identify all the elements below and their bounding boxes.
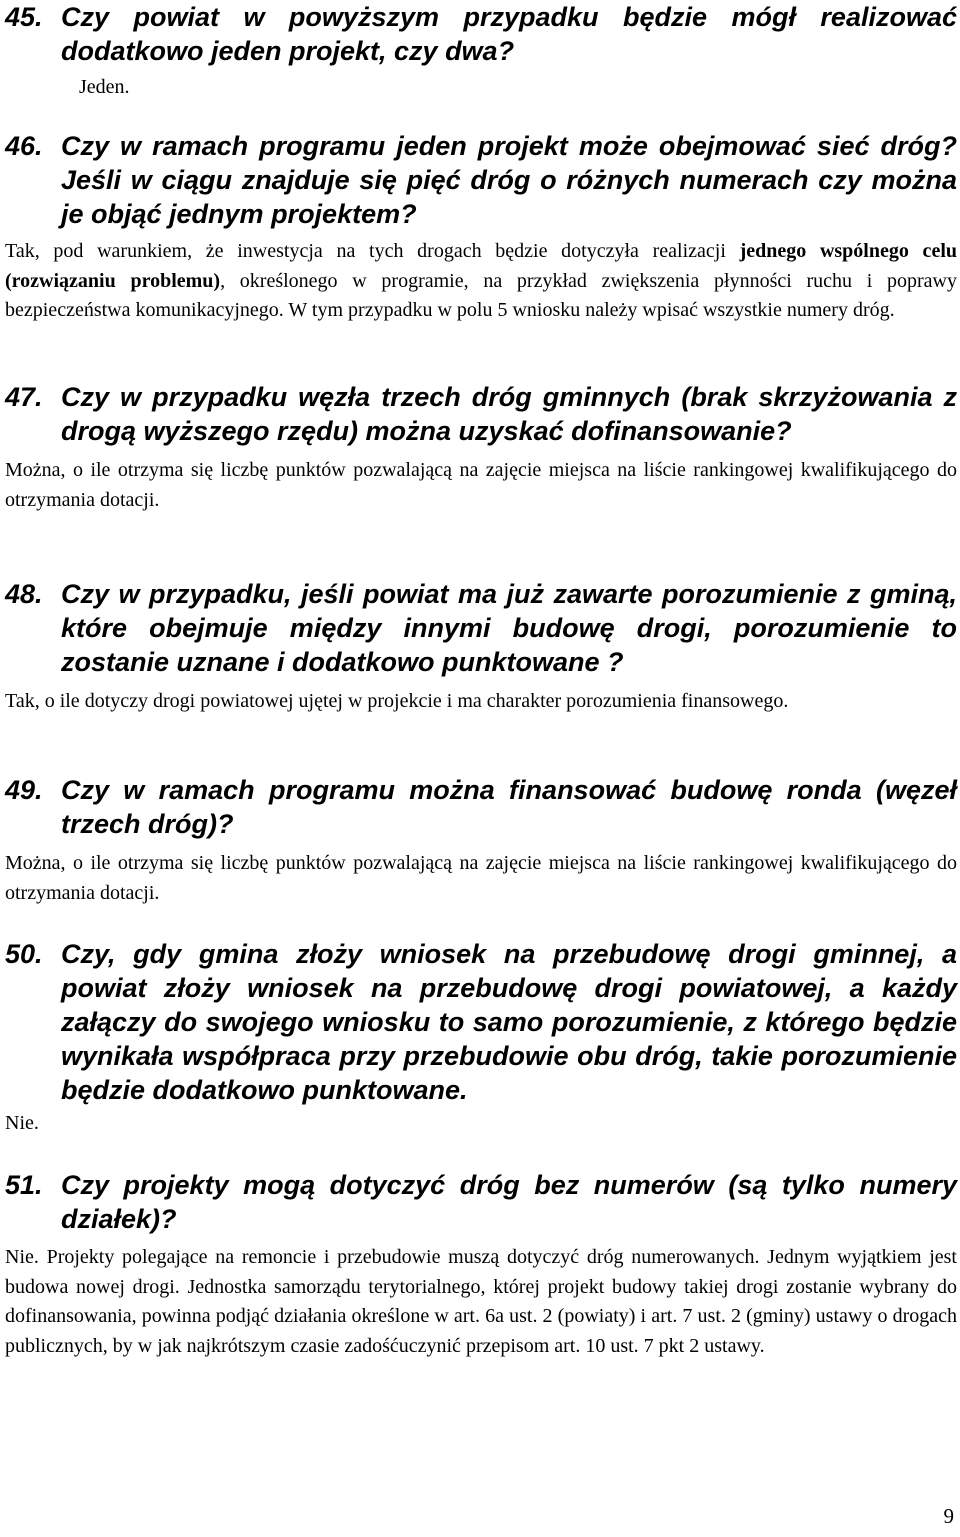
question-text: Czy w ramach programu jeden projekt może obejmować sieć dróg? Jeśli w ciągu znajduje się pięć dróg o różnych numerach czy można je objąć jednym projektem? bbox=[61, 131, 957, 229]
question-49 bbox=[5, 773, 957, 841]
qa-item-47 bbox=[5, 380, 957, 515]
qa-item-48 bbox=[5, 577, 957, 717]
question-46 bbox=[5, 129, 957, 231]
question-text: Czy w przypadku węzła trzech dróg gminnych (brak skrzyżowania z drogą wyższego rzędu) można uzyskać dofinansowanie? bbox=[61, 382, 957, 446]
answer-51: Nie. Projekty polegające na remoncie i przebudowie muszą dotyczyć dróg numerowanych. Jednym wyjątkiem jest budowa nowej drogi. Jednostka samorządu terytorialnego, której projekt budowy takiej drogi zostanie wybrany do dofinansowania, powinna podjąć działania określone w art. 6a ust. 2 (powiaty) i art. 7 ust. 2 (gminy) ustawy o drogach publicznych, by w jak najkrótszym czasie zadośćuczynić przepisom art. 10 ust. 7 pkt 2 ustawy. bbox=[5, 1246, 957, 1357]
qa-item-45 bbox=[5, 0, 957, 103]
question-51 bbox=[5, 1168, 957, 1236]
question-number: 47. bbox=[5, 382, 43, 412]
question-text: Czy powiat w powyższym przypadku będzie mógł realizować dodatkowo jeden projekt, czy dwa? bbox=[61, 2, 957, 66]
answer-48: Tak, o ile dotyczy drogi powiatowej ujętej w projekcie i ma charakter porozumienia finansowego. bbox=[5, 690, 789, 712]
answer-emphasis: jednego wspólnego celu (rozwiązaniu problemu) bbox=[5, 240, 957, 292]
question-47 bbox=[5, 380, 957, 448]
answer-47: Można, o ile otrzyma się liczbę punktów pozwalającą na zajęcie miejsca na liście rankingowej kwalifikującego do otrzymania dotacji. bbox=[5, 459, 957, 511]
qa-item-49 bbox=[5, 773, 957, 908]
question-number: 45. bbox=[5, 2, 43, 32]
question-number: 50. bbox=[5, 939, 43, 969]
answer-50: Nie. bbox=[5, 1112, 39, 1134]
question-48 bbox=[5, 577, 957, 679]
question-text: Czy, gdy gmina złoży wniosek na przebudowę drogi gminnej, a powiat złoży wniosek na przebudowę drogi powiatowej, a każdy załączy do swojego wniosku to samo porozumienie, z którego będzie wynikała współpraca przy przebudowie obu dróg, takie porozumienie będzie dodatkowo punktowane. bbox=[61, 939, 957, 1105]
qa-item-46 bbox=[5, 129, 957, 326]
answer-45: Jeden. bbox=[79, 76, 130, 98]
question-45 bbox=[5, 0, 957, 68]
question-number: 49. bbox=[5, 775, 43, 805]
qa-item-50 bbox=[5, 937, 957, 1139]
answer-text: , określonego w programie, na przykład zwiększenia płynności ruchu i poprawy bezpieczeństwa komunikacyjnego. W tym przypadku w polu 5 wniosku należy wpisać wszystkie numery dróg. bbox=[5, 269, 958, 321]
question-number: 46. bbox=[5, 131, 43, 161]
qa-item-51 bbox=[5, 1168, 957, 1361]
question-text: Czy w przypadku, jeśli powiat ma już zawarte porozumienie z gminą, które obejmuje między innymi budowę drogi, porozumienie to zostanie uznane i dodatkowo punktowane ? bbox=[61, 579, 957, 677]
question-text: Czy w ramach programu można finansować budowę ronda (węzeł trzech dróg)? bbox=[61, 775, 957, 839]
answer-46 bbox=[5, 237, 957, 326]
question-number: 48. bbox=[5, 579, 43, 609]
answer-text: Tak, pod warunkiem, że inwestycja na tych drogach będzie dotyczyła realizacji bbox=[5, 240, 740, 262]
question-text: Czy projekty mogą dotyczyć dróg bez numerów (są tylko numery działek)? bbox=[61, 1170, 957, 1234]
question-50 bbox=[5, 937, 957, 1107]
answer-49: Można, o ile otrzyma się liczbę punktów pozwalającą na zajęcie miejsca na liście rankingowej kwalifikującego do otrzymania dotacji. bbox=[5, 852, 957, 904]
page-number: 9 bbox=[943, 1504, 954, 1528]
question-number: 51. bbox=[5, 1170, 43, 1200]
